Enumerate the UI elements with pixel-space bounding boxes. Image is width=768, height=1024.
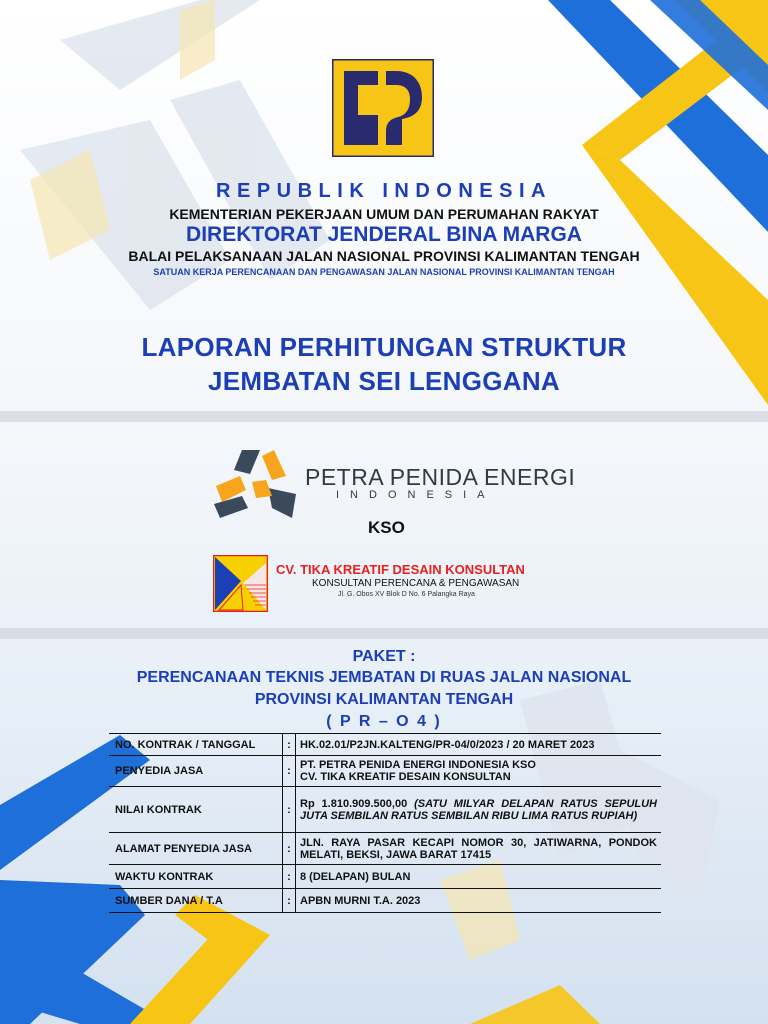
- table-row: [109, 889, 661, 913]
- petra-penida-logo: [212, 446, 300, 524]
- pupr-logo: [332, 59, 434, 157]
- directorate-name: DIREKTORAT JENDERAL BINA MARGA: [186, 223, 582, 246]
- row-value: HK.02.01/P2JN.KALTENG/PR-04/0/2023 / 20 MARET 2023: [296, 734, 662, 756]
- row-label: NILAI KONTRAK: [109, 787, 283, 833]
- row-colon: :: [283, 756, 296, 787]
- ministry-name: KEMENTERIAN PEKERJAAN UMUM DAN PERUMAHAN RAKYAT: [169, 206, 599, 222]
- row-value: 8 (DELAPAN) BULAN: [296, 865, 662, 889]
- contract-amount: Rp 1.810.909.500,00: [300, 797, 408, 810]
- balai-name: BALAI PELAKSANAAN JALAN NASIONAL PROVINSI KALIMANTAN TENGAH: [128, 248, 640, 264]
- tika-company-subtitle: KONSULTAN PERENCANA & PENGAWASAN: [312, 578, 520, 589]
- table-row: [109, 734, 661, 756]
- table-row: [109, 833, 661, 865]
- satker-name: SATUAN KERJA PERENCANAAN DAN PENGAWASAN JALAN NASIONAL PROVINSI KALIMANTAN TENGAH: [153, 267, 615, 277]
- row-colon: :: [283, 889, 296, 913]
- provider-line2: CV. TIKA KREATIF DESAIN KONSULTAN: [300, 771, 511, 783]
- tika-company-name: CV. TIKA KREATIF DESAIN KONSULTAN: [276, 562, 525, 577]
- provider-line1: PT. PETRA PENIDA ENERGI INDONESIA KSO: [300, 759, 536, 771]
- row-label: PENYEDIA JASA: [109, 756, 283, 787]
- row-label: ALAMAT PENYEDIA JASA: [109, 833, 283, 865]
- tika-company-address: Jl. G. Obos XV Blok D No. 6 Palangka Raya: [338, 591, 475, 598]
- row-value: APBN MURNI T.A. 2023: [296, 889, 662, 913]
- row-value: [296, 787, 662, 833]
- contract-info-table: [109, 733, 661, 913]
- paket-label: PAKET :: [352, 648, 416, 665]
- row-label: NO. KONTRAK / TANGGAL: [109, 734, 283, 756]
- table-row: [109, 865, 661, 889]
- table-row: [109, 787, 661, 833]
- paket-code: ( P R – O 4 ): [326, 713, 442, 730]
- report-title-line2: JEMBATAN SEI LENGGANA: [207, 366, 561, 396]
- petra-company-name: PETRA PENIDA ENERGI: [305, 464, 576, 490]
- row-colon: :: [283, 787, 296, 833]
- paket-line1: PERENCANAAN TEKNIS JEMBATAN DI RUAS JALAN NASIONAL: [136, 669, 632, 686]
- tika-kreatif-logo: [213, 555, 268, 612]
- row-colon: :: [283, 734, 296, 756]
- row-value: [296, 756, 662, 787]
- contract-amount-words: (SATU MILYAR DELAPAN RATUS SEPULUH JUTA SEMBILAN RATUS SEMBILAN RIBU LIMA RATUS RUPIAH): [300, 797, 658, 822]
- petra-company-subtitle: INDONESIA: [336, 489, 496, 501]
- paket-line2: PROVINSI KALIMANTAN TENGAH: [254, 691, 514, 708]
- row-colon: :: [283, 865, 296, 889]
- row-label: WAKTU KONTRAK: [109, 865, 283, 889]
- report-title-line1: LAPORAN PERHITUNGAN STRUKTUR: [141, 332, 627, 362]
- row-colon: :: [283, 833, 296, 865]
- kso-label: KSO: [368, 518, 405, 537]
- row-label: SUMBER DANA / T.A: [109, 889, 283, 913]
- republik-heading: REPUBLIK INDONESIA: [216, 180, 552, 202]
- table-row: [109, 756, 661, 787]
- row-value: JLN. RAYA PASAR KECAPI NOMOR 30, JATIWARNA, PONDOK MELATI, BEKSI, JAWA BARAT 17415: [296, 833, 662, 865]
